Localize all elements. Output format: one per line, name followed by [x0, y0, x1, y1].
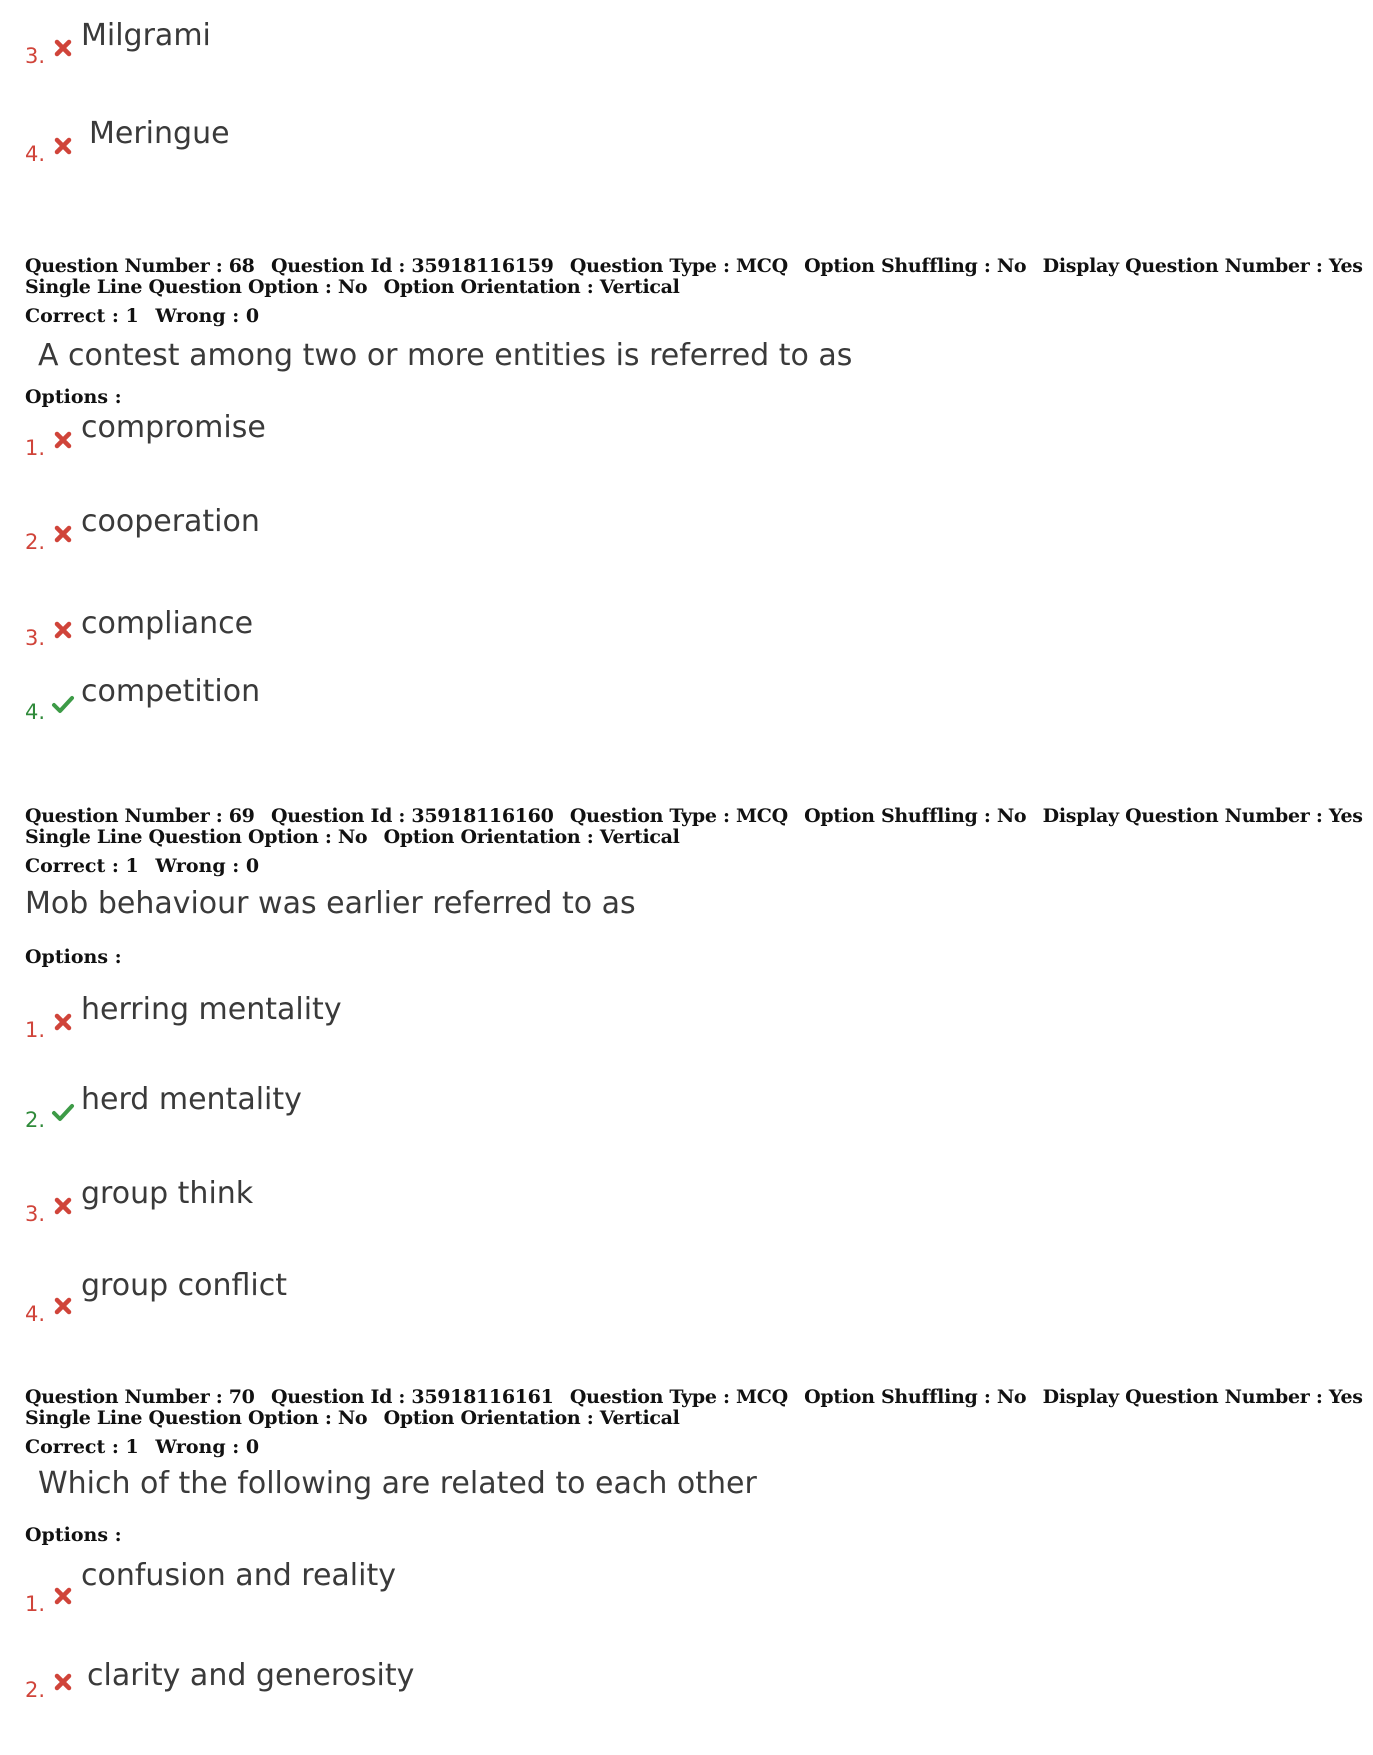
options-label: Options :: [25, 946, 122, 968]
option-row: [25, 116, 230, 166]
score-line: [25, 855, 269, 877]
display-question-number: Display Question Number : Yes: [1042, 805, 1363, 827]
option-shuffling: Option Shuffling : No: [804, 805, 1027, 827]
cross-icon: [51, 1194, 75, 1218]
question-number: Question Number : 70: [25, 1386, 255, 1408]
single-line-option: Single Line Question Option : No: [25, 826, 368, 848]
option-row: [25, 1658, 415, 1702]
option-text: confusion and reality: [81, 1558, 396, 1593]
score-line: [25, 1436, 269, 1458]
question-meta: [25, 806, 1373, 848]
option-text: competition: [81, 674, 261, 709]
cross-icon: [51, 36, 75, 60]
wrong-score: Wrong : 0: [155, 305, 260, 327]
question-text: Which of the following are related to each other: [38, 1466, 757, 1501]
option-orientation: Option Orientation : Vertical: [383, 276, 680, 298]
option-text: clarity and generosity: [87, 1658, 415, 1693]
option-text: group think: [81, 1176, 254, 1211]
option-text: group conflict: [81, 1268, 288, 1303]
cross-icon: [51, 522, 75, 546]
display-question-number: Display Question Number : Yes: [1042, 255, 1363, 277]
cross-icon: [51, 428, 75, 452]
option-row: [25, 674, 261, 724]
option-text: cooperation: [81, 504, 260, 539]
option-text: compliance: [81, 606, 254, 641]
question-number: Question Number : 68: [25, 255, 255, 277]
question-type: Question Type : MCQ: [569, 255, 788, 277]
correct-score: Correct : 1: [25, 855, 139, 877]
question-id: Question Id : 35918116160: [270, 805, 554, 827]
option-number: 3.: [25, 1201, 46, 1226]
option-row: [25, 18, 211, 68]
option-number: 1.: [25, 435, 46, 460]
question-meta: [25, 256, 1373, 298]
option-number: 1.: [25, 1017, 46, 1042]
correct-score: Correct : 1: [25, 1436, 139, 1458]
option-text: herd mentality: [81, 1082, 302, 1117]
question-type: Question Type : MCQ: [569, 805, 788, 827]
option-row: [25, 410, 266, 460]
correct-score: Correct : 1: [25, 305, 139, 327]
options-label: Options :: [25, 386, 122, 408]
option-row: [25, 1558, 396, 1616]
option-shuffling: Option Shuffling : No: [804, 1386, 1027, 1408]
option-text: compromise: [81, 410, 266, 445]
question-text: A contest among two or more entities is referred to as: [38, 338, 853, 373]
option-row: [25, 504, 260, 554]
option-row: [25, 606, 254, 650]
option-number: 1.: [25, 1591, 46, 1616]
question-meta: [25, 1387, 1373, 1429]
option-text: herring mentality: [81, 992, 342, 1027]
option-orientation: Option Orientation : Vertical: [383, 1407, 680, 1429]
check-icon: [51, 692, 75, 716]
option-row: [25, 1268, 288, 1326]
wrong-score: Wrong : 0: [155, 1436, 260, 1458]
question-id: Question Id : 35918116161: [270, 1386, 554, 1408]
question-type: Question Type : MCQ: [569, 1386, 788, 1408]
wrong-score: Wrong : 0: [155, 855, 260, 877]
option-number: 2.: [25, 529, 46, 554]
cross-icon: [51, 1584, 75, 1608]
question-id: Question Id : 35918116159: [270, 255, 554, 277]
option-number: 3.: [25, 625, 46, 650]
options-label: Options :: [25, 1524, 122, 1546]
option-number: 2.: [25, 1107, 46, 1132]
option-shuffling: Option Shuffling : No: [804, 255, 1027, 277]
cross-icon: [51, 134, 75, 158]
check-icon: [51, 1100, 75, 1124]
option-text: Meringue: [89, 116, 230, 151]
option-row: [25, 992, 342, 1042]
option-number: 3.: [25, 43, 46, 68]
single-line-option: Single Line Question Option : No: [25, 1407, 368, 1429]
question-number: Question Number : 69: [25, 805, 255, 827]
single-line-option: Single Line Question Option : No: [25, 276, 368, 298]
cross-icon: [51, 618, 75, 642]
option-number: 4.: [25, 141, 46, 166]
cross-icon: [51, 1294, 75, 1318]
option-orientation: Option Orientation : Vertical: [383, 826, 680, 848]
option-number: 2.: [25, 1677, 46, 1702]
score-line: [25, 305, 269, 327]
option-row: [25, 1082, 302, 1132]
question-text: Mob behaviour was earlier referred to as: [25, 886, 636, 921]
cross-icon: [51, 1010, 75, 1034]
option-text: Milgrami: [81, 18, 211, 53]
option-row: [25, 1176, 254, 1226]
cross-icon: [51, 1670, 75, 1694]
option-number: 4.: [25, 699, 46, 724]
option-number: 4.: [25, 1301, 46, 1326]
display-question-number: Display Question Number : Yes: [1042, 1386, 1363, 1408]
